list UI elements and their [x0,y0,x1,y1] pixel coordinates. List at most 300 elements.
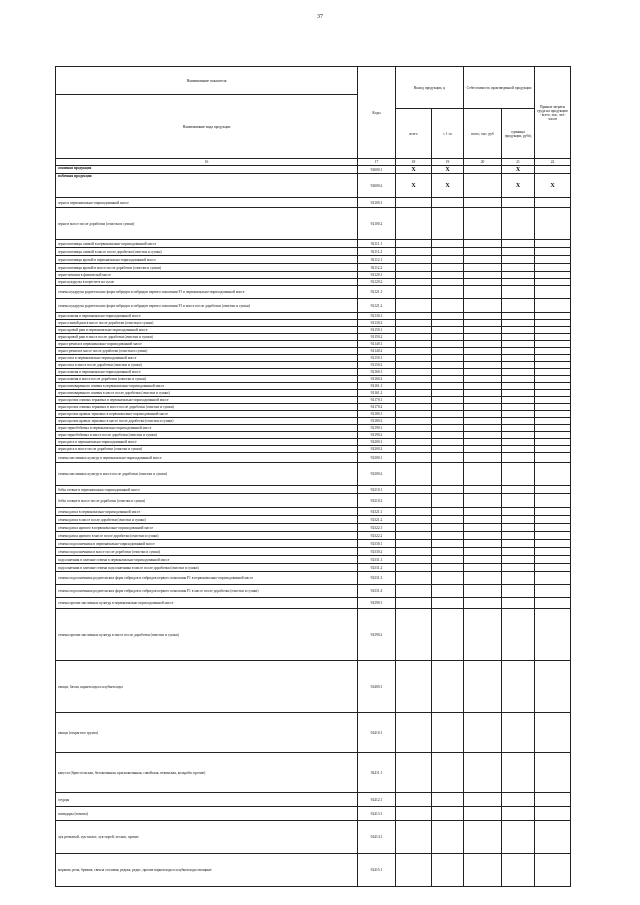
row-cost-total [464,556,502,564]
row-code: 92330.1 [358,540,396,548]
table-row [56,524,571,532]
row-output-total [396,585,432,598]
row-labor [535,556,571,564]
table-row [56,397,571,404]
row-output-per-ha [432,341,464,348]
row-output-per-ha [432,313,464,320]
row-output-total [396,355,432,362]
table-row [56,198,571,208]
row-cost-total [464,166,502,174]
row-code: 92150.1 [358,355,396,362]
row-name: семена подсолнечника в массе после доработки (очистки и сушки) [56,548,358,556]
row-cost-total [464,397,502,404]
row-labor [535,240,571,248]
row-output-total [396,516,432,524]
row-output-total [396,432,432,439]
row-cost-per-unit [502,256,535,264]
row-cost-per-unit [502,362,535,369]
row-name: овощи (открытого грунта) [56,713,358,753]
table-row [56,556,571,564]
row-cost-per-unit [502,508,535,516]
row-cost-total [464,334,502,341]
row-name: зерно прочих яровых зерновых в массе после доработки (очистки и сушки) [56,418,358,425]
row-output-per-ha [432,320,464,327]
row-labor [535,446,571,453]
row-output-total [396,264,432,272]
row-cost-per-unit [502,453,535,463]
row-labor [535,516,571,524]
row-cost-total [464,439,502,446]
row-code: 92100.1 [358,198,396,208]
row-output-per-ha [432,383,464,390]
col-number: 22 [535,159,571,166]
row-labor [535,494,571,508]
row-cost-per-unit: X [502,166,535,174]
table-row [56,486,571,494]
row-cost-per-unit [502,404,535,411]
row-output-total [396,208,432,240]
row-output-total [396,390,432,397]
table-row [56,404,571,411]
row-code: 92140.1 [358,341,396,348]
row-output-total [396,556,432,564]
table-row [56,821,571,854]
row-cost-total [464,327,502,334]
row-output-total [396,248,432,256]
row-output-per-ha [432,854,464,887]
row-cost-total [464,453,502,463]
row-output-total [396,397,432,404]
row-code: 92190.2 [358,432,396,439]
table-row [56,286,571,299]
product-type-header: Наименование вида продукции [56,95,358,159]
row-output-total [396,807,432,821]
codes-header: Коды [358,67,396,159]
row-cost-per-unit [502,208,535,240]
row-output-total [396,821,432,854]
row-code: 92331.3 [358,572,396,585]
table-row [56,564,571,572]
row-labor [535,404,571,411]
row-cost-per-unit [502,548,535,556]
row-cost-total [464,362,502,369]
row-output-per-ha [432,556,464,564]
row-output-total [396,411,432,418]
row-cost-total [464,821,502,854]
row-code: 92160.1 [358,369,396,376]
row-cost-total [464,486,502,494]
row-code: 92331.2 [358,564,396,572]
row-cost-total [464,383,502,390]
row-cost-total [464,279,502,286]
row-output-total [396,540,432,548]
row-output-total [396,494,432,508]
row-output-per-ha [432,564,464,572]
table-row [56,341,571,348]
row-code: 92310.2 [358,494,396,508]
row-cost-total [464,432,502,439]
row-code: 92000.1 [358,166,396,174]
row-cost-per-unit [502,248,535,256]
table-row [56,313,571,320]
table-row [56,390,571,397]
row-cost-per-unit [502,320,535,327]
row-output-total [396,572,432,585]
row-cost-total [464,248,502,256]
row-code: 92331.4 [358,585,396,598]
row-cost-per-unit [502,198,535,208]
row-output-total [396,854,432,887]
table-row [56,327,571,334]
row-labor [535,572,571,585]
row-name: подсолнечник в элитные семена в первоначально-оприходованной массе [56,556,358,564]
row-cost-total [464,540,502,548]
row-cost-per-unit [502,753,535,793]
row-output-per-ha [432,609,464,661]
row-labor [535,327,571,334]
row-output-per-ha [432,661,464,713]
row-output-total [396,793,432,807]
row-labor [535,425,571,432]
column-numbers-row [56,159,571,166]
row-labor [535,524,571,532]
row-name: зерно в первоначально-оприходованной массе [56,198,358,208]
row-code: 92100.2 [358,208,396,240]
row-cost-total [464,572,502,585]
row-code: 92180.2 [358,418,396,425]
row-name: капуста (брюссельская, белокочанная, краснокочанная, савойская, пекинская, кольраби, прочие) [56,753,358,793]
row-output-per-ha [432,486,464,494]
row-cost-per-unit [502,313,535,320]
row-output-per-ha [432,713,464,753]
row-code: 92140.2 [358,348,396,355]
row-name: зерно пшеницы яровой в первоначально-оприходованной массе [56,256,358,264]
row-cost-total [464,390,502,397]
row-labor [535,418,571,425]
row-cost-total [464,854,502,887]
table-row [56,540,571,548]
row-output-per-ha: X [432,174,464,198]
row-output-total [396,548,432,556]
row-code: 92150.1 [358,327,396,334]
row-labor [535,198,571,208]
row-name: огурцы [56,793,358,807]
row-name: зерно пивоваренного ячменя в первоначально-оприходованной массе [56,383,358,390]
row-name: семена подсолнечника родительских форм гибридов и гибридов первого поколения F1 в первоначально-оприходованной массе [56,572,358,585]
row-labor [535,753,571,793]
row-cost-total [464,585,502,598]
row-code: 92111.1 [358,240,396,248]
row-output-per-ha [432,256,464,264]
row-cost-per-unit [502,264,535,272]
row-cost-per-unit [502,486,535,494]
row-code: 92000.2 [358,174,396,198]
row-name: бобы соевые в первоначально-оприходованной массе [56,486,358,494]
table-row [56,793,571,807]
row-cost-per-unit [502,556,535,564]
row-code: 92150.2 [358,362,396,369]
table-row [56,494,571,508]
row-labor [535,362,571,369]
row-output-total [396,453,432,463]
row-output-per-ha [432,411,464,418]
row-cost-per-unit [502,661,535,713]
row-labor [535,256,571,264]
row-cost-total [464,299,502,313]
row-name: зерно прочих озимых зерновых в первоначально-оприходованной массе [56,397,358,404]
row-name: семена рапса ярового в массе после доработки (очистки и сушки) [56,532,358,540]
output-per-ha-header: с 1 га [432,109,464,159]
row-cost-per-unit [502,286,535,299]
row-name: семена рапса ярового в первоначально-оприходованной массе [56,524,358,532]
row-name: семена масличных культур в первоначально-оприходованной массе [56,453,358,463]
row-labor [535,376,571,383]
row-output-per-ha [432,516,464,524]
row-output-per-ha [432,198,464,208]
row-code: 92200.1 [358,439,396,446]
row-code: 92160.2 [358,376,396,383]
row-code: 92321.1 [358,508,396,516]
table-row [56,240,571,248]
table-row [56,432,571,439]
row-output-total [396,376,432,383]
row-name: зерно зернобобовых в первоначально-оприходованной массе [56,425,358,432]
row-code: 92321.2 [358,516,396,524]
row-labor [535,355,571,362]
row-output-total [396,348,432,355]
row-name: семена прочих масличных культур в первоначально-оприходованной массе [56,598,358,609]
col-number: 17 [358,159,396,166]
row-cost-per-unit [502,411,535,418]
row-labor [535,286,571,299]
table-row [56,369,571,376]
row-code: 92121.2 [358,299,396,313]
row-cost-total [464,524,502,532]
row-cost-per-unit [502,279,535,286]
row-cost-total [464,418,502,425]
row-name: овощи, бахчи, корнеплоды и клубнеплоды [56,661,358,713]
row-output-per-ha [432,540,464,548]
row-code: 92111.2 [358,248,396,256]
row-cost-total [464,713,502,753]
row-output-total [396,564,432,572]
row-output-per-ha [432,494,464,508]
table-row [56,279,571,286]
row-cost-per-unit [502,524,535,532]
row-labor: X [535,174,571,198]
table-row [56,425,571,432]
row-output-total [396,598,432,609]
row-labor [535,661,571,713]
row-name: семена кукурузы родительских форм гибридов и гибридов первого поколения F1 в первоначально-оприходованной массе [56,286,358,299]
row-code: 92322.1 [358,524,396,532]
row-cost-total [464,446,502,453]
row-cost-total [464,494,502,508]
row-labor [535,793,571,807]
row-cost-per-unit [502,376,535,383]
row-output-per-ha [432,418,464,425]
table-row [56,334,571,341]
table-row [56,661,571,713]
row-cost-per-unit [502,272,535,279]
row-name: семена масличных культур в массе после доработки (очистки и сушки) [56,463,358,486]
table-row [56,355,571,362]
table-row [56,516,571,524]
row-labor [535,432,571,439]
row-code: 92300.1 [358,453,396,463]
row-output-per-ha [432,439,464,446]
row-code: 92390.1 [358,598,396,609]
row-name: семена подсолнечника в первоначально-оприходованной массе [56,540,358,548]
row-output-total [396,334,432,341]
row-cost-per-unit [502,334,535,341]
row-code: 92322.2 [358,532,396,540]
row-name: зерно кукурузы в пересчете на сухое [56,279,358,286]
row-labor [535,439,571,446]
table-row [56,532,571,540]
output-total-header: всего [396,109,432,159]
row-output-per-ha [432,208,464,240]
row-name: лук репчатый, лук-шалот, лук-порей, чеснок, прочие [56,821,358,854]
row-cost-per-unit [502,355,535,362]
row-labor [535,532,571,540]
row-output-total [396,240,432,248]
row-cost-total [464,425,502,432]
col-number: 20 [464,159,502,166]
row-output-total [396,320,432,327]
row-name: семена подсолнечника родительских форм гибридов и гибридов первого поколения F1 в массе после доработки (очистки и сушки) [56,585,358,598]
row-name: помидоры (томаты) [56,807,358,821]
row-output-per-ha [432,508,464,516]
table-row [56,439,571,446]
row-name: зерно пшеницы озимой в массе после доработки (очистки и сушки) [56,248,358,256]
table-row [56,376,571,383]
row-output-total [396,463,432,486]
table-row [56,609,571,661]
row-cost-per-unit [502,516,535,524]
table-row [56,299,571,313]
indicator-name-header: Наименование показателя [56,67,358,95]
row-output-total [396,299,432,313]
row-output-per-ha [432,248,464,256]
row-name: зерно зернобобовых в массе после доработки (очистки и сушки) [56,432,358,439]
row-output-per-ha [432,272,464,279]
row-output-per-ha [432,240,464,248]
row-output-total [396,753,432,793]
row-output-total [396,198,432,208]
row-code: 92180.1 [358,411,396,418]
row-cost-total [464,256,502,264]
row-output-total [396,486,432,494]
row-cost-per-unit [502,609,535,661]
row-output-per-ha [432,598,464,609]
table-row [56,272,571,279]
table-row [56,383,571,390]
row-labor [535,299,571,313]
row-cost-per-unit [502,369,535,376]
row-output-total: X [396,166,432,174]
row-code: 92415.1 [358,854,396,887]
page-number: 37 [317,14,323,20]
row-output-total [396,327,432,334]
row-labor [535,609,571,661]
row-labor [535,348,571,355]
row-labor [535,341,571,348]
row-name: морковь, репа, брюква, свекла столовая, редька, редис, прочие корнеплоды и клубнеплоды овощные [56,854,358,887]
row-labor [535,320,571,327]
table-row [56,446,571,453]
row-name: семена прочих масличных культур в массе после доработки (очистки и сушки) [56,609,358,661]
row-labor [535,854,571,887]
row-code: 92161.1 [358,383,396,390]
row-cost-total [464,313,502,320]
row-cost-per-unit [502,425,535,432]
row-cost-per-unit [502,418,535,425]
row-output-total [396,661,432,713]
row-code: 92120.2 [358,279,396,286]
row-labor [535,807,571,821]
row-name: зерно озимой ржи в массе после доработки (очистки и сушки) [56,320,358,327]
row-code: 92150.2 [358,334,396,341]
row-cost-per-unit [502,572,535,585]
row-name: зерно прочих яровых зерновых в первоначально-оприходованной массе [56,411,358,418]
row-output-total [396,383,432,390]
row-code: 92410.1 [358,713,396,753]
row-code: 92413.1 [358,807,396,821]
row-labor [535,463,571,486]
row-output-per-ha [432,279,464,286]
table-row [56,208,571,240]
row-cost-total [464,341,502,348]
row-cost-total [464,661,502,713]
table-row [56,854,571,887]
row-cost-total [464,272,502,279]
row-name: основная продукция [56,166,358,174]
row-name: подсолнечник в элитные семена подсолнечника в массе после доработки (очистки и сушки) [56,564,358,572]
row-cost-per-unit [502,585,535,598]
row-code: 92112.2 [358,264,396,272]
row-name: побочная продукция [56,174,358,198]
row-code: 92330.2 [358,548,396,556]
row-output-per-ha [432,397,464,404]
row-code: 92310.1 [358,486,396,494]
row-name: зерно риса в массе после доработки (очистки и сушки) [56,446,358,453]
row-output-total [396,713,432,753]
row-name: зерно пшеницы яровой в массе после доработки (очистки и сушки) [56,264,358,272]
row-labor [535,564,571,572]
col-number: 19 [432,159,464,166]
production-table [55,66,571,887]
row-name: зерно ячменя в первоначально-оприходованной массе [56,369,358,376]
row-cost-total [464,208,502,240]
row-output-total [396,425,432,432]
cost-header: Себестоимость произведенной продукции [464,67,535,109]
row-cost-total [464,404,502,411]
row-cost-total [464,516,502,524]
col-number: 16 [56,159,358,166]
row-name: зерно в массе после доработки (очистки и сушки) [56,208,358,240]
row-cost-total [464,320,502,327]
row-labor [535,411,571,418]
row-labor [535,264,571,272]
row-name: зерно овса в массе после доработки (очистки и сушки) [56,362,358,369]
row-code: 92414.1 [358,821,396,854]
row-cost-per-unit [502,341,535,348]
row-cost-per-unit [502,348,535,355]
row-output-total [396,313,432,320]
row-cost-total [464,286,502,299]
row-cost-total [464,348,502,355]
